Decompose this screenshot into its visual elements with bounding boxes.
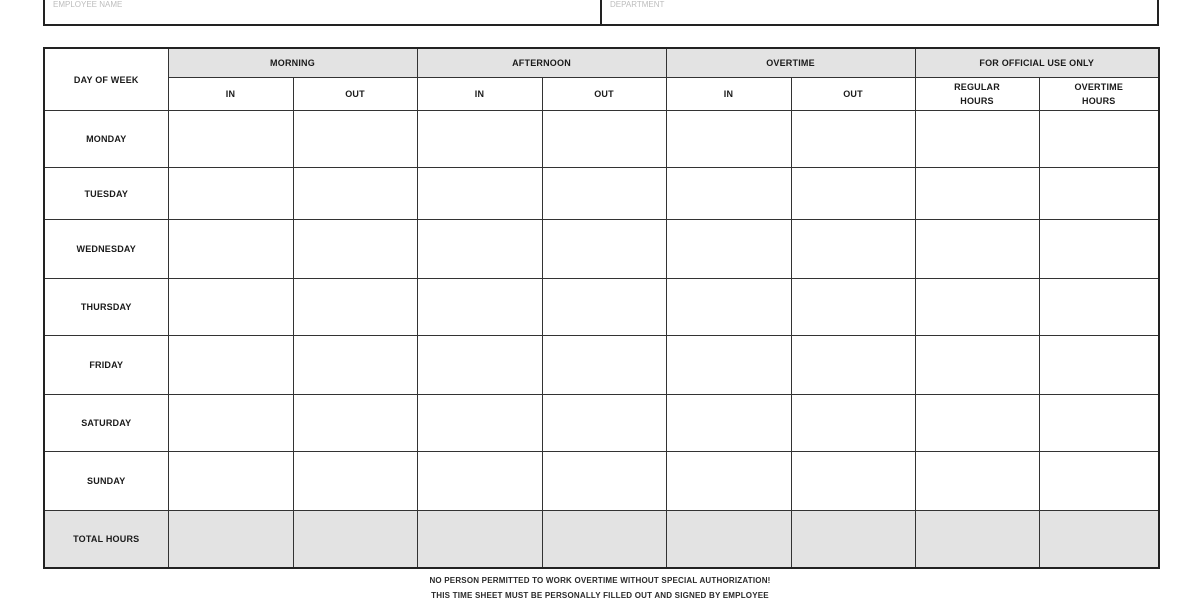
- overtime-hours-cell[interactable]: [1039, 111, 1159, 168]
- afternoon-in-cell[interactable]: [417, 395, 542, 452]
- afternoon-out-header: OUT: [542, 78, 666, 111]
- overtime-hours-cell[interactable]: [1039, 220, 1159, 279]
- employee-name-label: EMPLOYEE NAME: [53, 0, 123, 9]
- morning-out-cell[interactable]: [293, 395, 417, 452]
- employee-info-header: [43, 0, 1159, 26]
- day-row: [44, 111, 1159, 168]
- morning-out-header: OUT: [293, 78, 417, 111]
- day-row: [44, 279, 1159, 336]
- overtime-in-cell[interactable]: [666, 279, 791, 336]
- morning-out-cell[interactable]: [293, 168, 417, 220]
- day-row: [44, 220, 1159, 279]
- total-hours-label: TOTAL HOURS: [44, 511, 168, 568]
- afternoon-out-cell[interactable]: [542, 279, 666, 336]
- day-label: TUESDAY: [44, 168, 168, 220]
- overtime-hours-cell[interactable]: [1039, 395, 1159, 452]
- morning-in-cell[interactable]: [168, 111, 293, 168]
- regular-hours-cell[interactable]: [915, 336, 1039, 395]
- regular-hours-cell[interactable]: [915, 220, 1039, 279]
- overtime-out-cell[interactable]: [791, 336, 915, 395]
- total-overtime-out-cell[interactable]: [791, 511, 915, 568]
- day-row: [44, 168, 1159, 220]
- afternoon-out-cell[interactable]: [542, 395, 666, 452]
- overtime-hours-cell[interactable]: [1039, 336, 1159, 395]
- afternoon-out-cell[interactable]: [542, 220, 666, 279]
- afternoon-out-cell[interactable]: [542, 336, 666, 395]
- timesheet-table: [43, 47, 1160, 569]
- morning-in-cell[interactable]: [168, 168, 293, 220]
- overtime-in-cell[interactable]: [666, 111, 791, 168]
- day-label: WEDNESDAY: [44, 220, 168, 279]
- morning-in-cell[interactable]: [168, 336, 293, 395]
- timesheet-body: [44, 111, 1159, 568]
- day-label: FRIDAY: [44, 336, 168, 395]
- morning-in-cell[interactable]: [168, 395, 293, 452]
- overtime-out-cell[interactable]: [791, 395, 915, 452]
- total-regular-hours-cell[interactable]: [915, 511, 1039, 568]
- day-row: [44, 452, 1159, 511]
- regular-hours-cell[interactable]: [915, 395, 1039, 452]
- overtime-hours-cell[interactable]: [1039, 279, 1159, 336]
- day-label: SUNDAY: [44, 452, 168, 511]
- department-label: DEPARTMENT: [610, 0, 665, 9]
- afternoon-in-cell[interactable]: [417, 279, 542, 336]
- afternoon-group-header: AFTERNOON: [417, 48, 666, 78]
- afternoon-in-cell[interactable]: [417, 336, 542, 395]
- day-label: THURSDAY: [44, 279, 168, 336]
- overtime-hours-header: OVERTIME HOURS: [1039, 78, 1159, 111]
- overtime-out-cell[interactable]: [791, 168, 915, 220]
- morning-out-cell[interactable]: [293, 279, 417, 336]
- official-use-group-header: FOR OFFICIAL USE ONLY: [915, 48, 1159, 78]
- day-row: [44, 336, 1159, 395]
- day-label: MONDAY: [44, 111, 168, 168]
- total-morning-out-cell[interactable]: [293, 511, 417, 568]
- overtime-hours-cell[interactable]: [1039, 168, 1159, 220]
- afternoon-out-cell[interactable]: [542, 452, 666, 511]
- morning-out-cell[interactable]: [293, 336, 417, 395]
- morning-in-cell[interactable]: [168, 279, 293, 336]
- afternoon-out-cell[interactable]: [542, 168, 666, 220]
- department-field[interactable]: [600, 0, 1157, 24]
- afternoon-in-cell[interactable]: [417, 168, 542, 220]
- total-overtime-hours-cell[interactable]: [1039, 511, 1159, 568]
- regular-hours-cell[interactable]: [915, 452, 1039, 511]
- morning-group-header: MORNING: [168, 48, 417, 78]
- afternoon-out-cell[interactable]: [542, 111, 666, 168]
- afternoon-in-cell[interactable]: [417, 452, 542, 511]
- overtime-out-cell[interactable]: [791, 279, 915, 336]
- overtime-out-cell[interactable]: [791, 220, 915, 279]
- regular-hours-header: REGULAR HOURS: [915, 78, 1039, 111]
- overtime-out-cell[interactable]: [791, 452, 915, 511]
- overtime-hours-cell[interactable]: [1039, 452, 1159, 511]
- overtime-notice: NO PERSON PERMITTED TO WORK OVERTIME WITHOUT SPECIAL AUTHORIZATION!: [429, 576, 771, 585]
- morning-out-cell[interactable]: [293, 452, 417, 511]
- total-morning-in-cell[interactable]: [168, 511, 293, 568]
- total-afternoon-out-cell[interactable]: [542, 511, 666, 568]
- regular-hours-cell[interactable]: [915, 111, 1039, 168]
- employee-name-field[interactable]: [45, 0, 600, 24]
- overtime-out-header: OUT: [791, 78, 915, 111]
- morning-in-cell[interactable]: [168, 220, 293, 279]
- afternoon-in-cell[interactable]: [417, 220, 542, 279]
- regular-hours-cell[interactable]: [915, 168, 1039, 220]
- afternoon-in-header: IN: [417, 78, 542, 111]
- morning-out-cell[interactable]: [293, 220, 417, 279]
- overtime-in-cell[interactable]: [666, 220, 791, 279]
- overtime-out-cell[interactable]: [791, 111, 915, 168]
- overtime-group-header: OVERTIME: [666, 48, 915, 78]
- regular-hours-cell[interactable]: [915, 279, 1039, 336]
- afternoon-in-cell[interactable]: [417, 111, 542, 168]
- morning-out-cell[interactable]: [293, 111, 417, 168]
- overtime-in-cell[interactable]: [666, 336, 791, 395]
- total-afternoon-in-cell[interactable]: [417, 511, 542, 568]
- day-label: SATURDAY: [44, 395, 168, 452]
- total-overtime-in-cell[interactable]: [666, 511, 791, 568]
- morning-in-header: IN: [168, 78, 293, 111]
- total-hours-row: [44, 511, 1159, 568]
- day-of-week-header: DAY OF WEEK: [44, 48, 168, 111]
- signature-notice: THIS TIME SHEET MUST BE PERSONALLY FILLED OUT AND SIGNED BY EMPLOYEE: [431, 591, 769, 600]
- overtime-in-cell[interactable]: [666, 395, 791, 452]
- day-row: [44, 395, 1159, 452]
- overtime-in-cell[interactable]: [666, 168, 791, 220]
- overtime-in-cell[interactable]: [666, 452, 791, 511]
- morning-in-cell[interactable]: [168, 452, 293, 511]
- overtime-in-header: IN: [666, 78, 791, 111]
